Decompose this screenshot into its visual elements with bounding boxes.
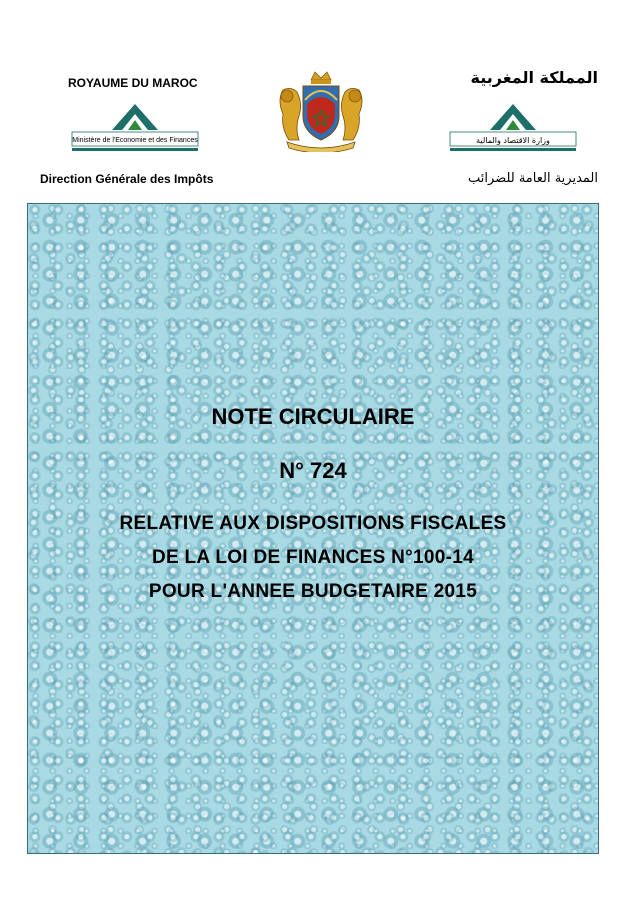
circular-number: N° 724 bbox=[279, 458, 347, 483]
document-title: NOTE CIRCULAIRE bbox=[211, 404, 415, 429]
ministry-logo-right-text: وزارة الاقتصاد والمالية bbox=[476, 136, 550, 145]
country-name-ar: المملكة المغربية bbox=[470, 68, 598, 87]
ministry-logo-left bbox=[60, 100, 210, 160]
document-header bbox=[0, 0, 638, 200]
moroccan-royal-emblem-icon bbox=[273, 70, 369, 152]
subtitle-line: RELATIVE AUX DISPOSITIONS FISCALES bbox=[119, 513, 507, 534]
dgi-name-ar: المديرية العامة للضرائب bbox=[468, 171, 598, 186]
country-name-fr: ROYAUME DU MAROC bbox=[68, 76, 198, 90]
ministry-logo-right bbox=[438, 102, 588, 158]
ministry-logo-left-text: Ministère de l'Economie et des Finances bbox=[72, 137, 198, 144]
cover-box bbox=[27, 203, 599, 854]
subtitle-line: POUR L'ANNEE BUDGETAIRE 2015 bbox=[148, 581, 478, 602]
subtitle-line: DE LA LOI DE FINANCES N°100-14 bbox=[151, 547, 475, 568]
dgi-name-fr: Direction Générale des Impôts bbox=[40, 172, 214, 186]
